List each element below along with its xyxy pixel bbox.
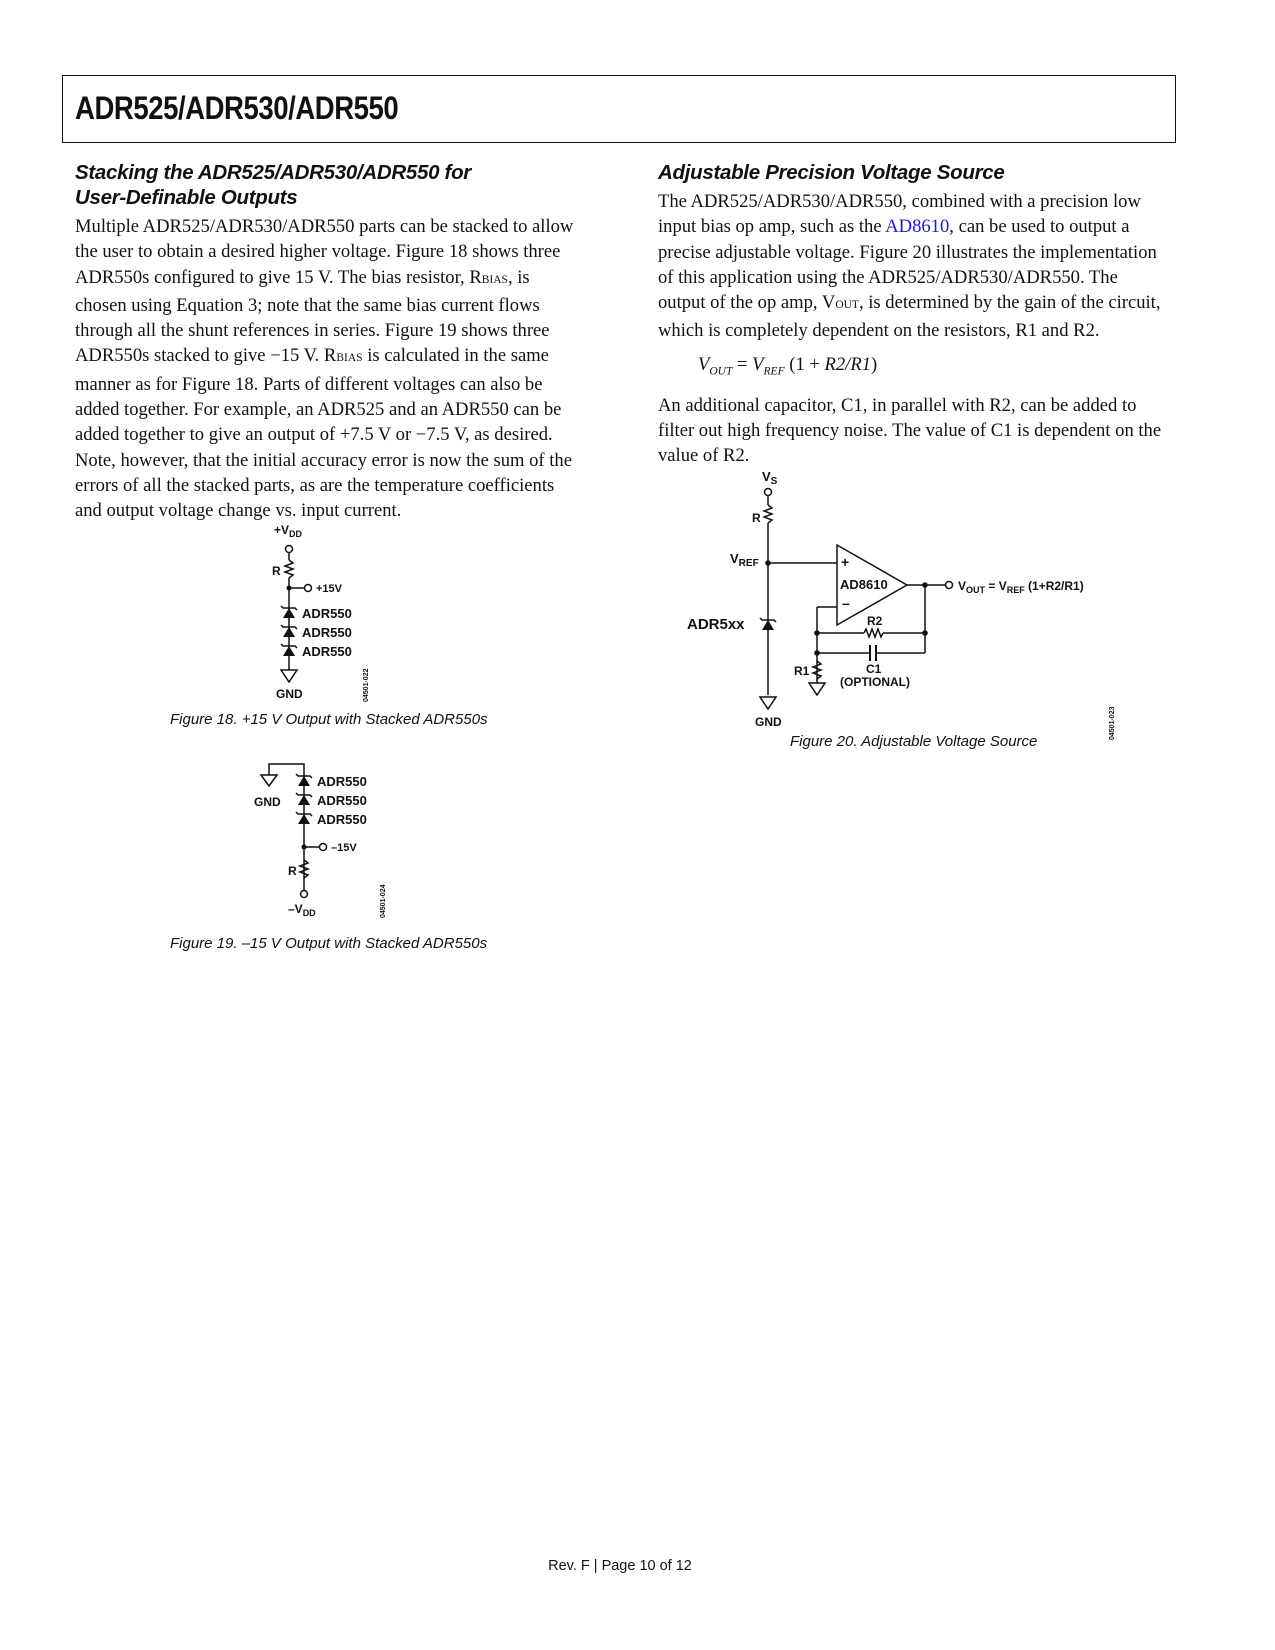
figure-code: 04501-024: [380, 884, 387, 918]
figure-19-schematic: [250, 762, 400, 922]
gnd-label: GND: [254, 795, 281, 809]
adjustable-paragraph-1: The ADR525/ADR530/ADR550, combined with a precision low input bias op amp, such as the AD8610, can be used to output a precise adjustable voltage. Figure 20 illustrates the implementation of this application using the ADR525/ADR530/ADR550. The output of the op amp, VOUT, is determined by the gain of the circuit, which is completely dependent on the resistors, R1 and R2.: [658, 191, 1161, 342]
resistor-label: R: [288, 864, 297, 878]
c1-label: C1: [866, 662, 882, 676]
stacking-paragraph: Multiple ADR525/ADR530/ADR550 parts can be stacked to allow the user to obtain a desired higher voltage. Figure 18 shows three ADR550s configured to give 15 V. The bias resistor, RBIAS, is chosen using Equation 3; note that the same bias current flows through all the shunt references in series. Figure 19 shows three ADR550s stacked to give −15 V. RBIAS is calculated in the same manner as for Figure 18. Parts of different voltages can also be added together. For example, an ADR525 and an ADR550 can be added together to give an output of +7.5 V or −7.5 V, as desired. Note, however, that the initial accuracy error is now the sum of the errors of all the stacked parts, as are the temperature coefficients and output voltage change vs. input current.: [75, 216, 574, 522]
zener-diode-3: [281, 644, 297, 656]
figure-code: 04501-023: [1109, 706, 1116, 740]
zener-diode-1: [281, 606, 297, 618]
c1-optional-label: (OPTIONAL): [840, 675, 910, 689]
resistor-label: R: [272, 564, 281, 578]
adjustable-paragraph-2: An additional capacitor, C1, in parallel with R2, can be added to filter out high frequency noise. The value of C1 is dependent on the value of R2.: [658, 394, 1162, 467]
r1-label: R1: [794, 664, 810, 678]
vdd-label: $+V_{DD}$: [274, 523, 303, 539]
opamp-label: AD8610: [840, 577, 888, 592]
zener-diode-3: [296, 812, 312, 824]
ground-icon: [281, 670, 297, 682]
part-label-2: ADR550: [302, 625, 352, 640]
zener-diode-2: [296, 793, 312, 805]
vref-label: $V_{REF}$: [730, 551, 759, 569]
right-column: [658, 160, 1168, 468]
vdd-terminal: [286, 546, 293, 553]
header-box: [62, 75, 1176, 143]
figure-18-caption: Figure 18. +15 V Output with Stacked ADR550s: [170, 711, 488, 728]
output-terminal: [320, 844, 327, 851]
gnd-label: GND: [755, 715, 782, 729]
vdd-terminal: [301, 891, 308, 898]
resistor-r: [764, 505, 772, 523]
resistor-r2: [864, 629, 883, 637]
figure-18-schematic: [260, 520, 410, 705]
part-label-3: ADR550: [317, 812, 367, 827]
part-label-1: ADR550: [317, 774, 367, 789]
page-footer: Rev. F | Page 10 of 12: [548, 1558, 692, 1574]
opamp-plus: +: [841, 554, 850, 570]
ground-icon: [809, 683, 825, 695]
part-label-2: ADR550: [317, 793, 367, 808]
output-label: +15V: [316, 583, 342, 595]
part-label-1: ADR550: [302, 606, 352, 621]
figure-20-schematic: [680, 465, 1120, 740]
ad8610-link[interactable]: AD8610: [885, 216, 950, 238]
adr-label: ADR5xx: [687, 616, 745, 633]
vs-label: $V_S$: [762, 469, 778, 487]
equation: $V_{OUT} = V_{REF}$ (1 + R2/R1): [698, 353, 878, 378]
zener-diode-1: [296, 774, 312, 786]
section-heading-adjustable: Adjustable Precision Voltage Source: [658, 161, 1005, 184]
ground-icon: [760, 697, 776, 709]
figure-19-caption: Figure 19. –15 V Output with Stacked ADR550s: [170, 935, 488, 952]
gnd-label: GND: [276, 687, 303, 701]
output-terminal: [946, 582, 953, 589]
section-heading-stacking: Stacking the ADR525/ADR530/ADR550 for User-Definable Outputs: [75, 161, 471, 209]
figure-20-caption: Figure 20. Adjustable Voltage Source: [790, 733, 1038, 750]
resistor-r: [285, 560, 293, 578]
vdd-label: $-V_{DD}$: [288, 902, 316, 918]
vs-terminal: [765, 489, 772, 496]
output-label: –15V: [331, 842, 357, 854]
zener-diode: [760, 618, 776, 630]
zener-diode-2: [281, 625, 297, 637]
part-label-3: ADR550: [302, 644, 352, 659]
document-title: ADR525/ADR530/ADR550: [75, 90, 399, 126]
ground-icon: [261, 775, 277, 786]
output-formula: $V_{OUT} = V_{REF}$ (1+R2/R1): [958, 579, 1084, 595]
left-column: [75, 160, 585, 524]
resistor-label: R: [752, 511, 761, 525]
opamp-minus: –: [842, 595, 850, 611]
r2-label: R2: [867, 614, 883, 628]
output-terminal: [305, 585, 312, 592]
figure-code: 04501-022: [363, 668, 370, 702]
